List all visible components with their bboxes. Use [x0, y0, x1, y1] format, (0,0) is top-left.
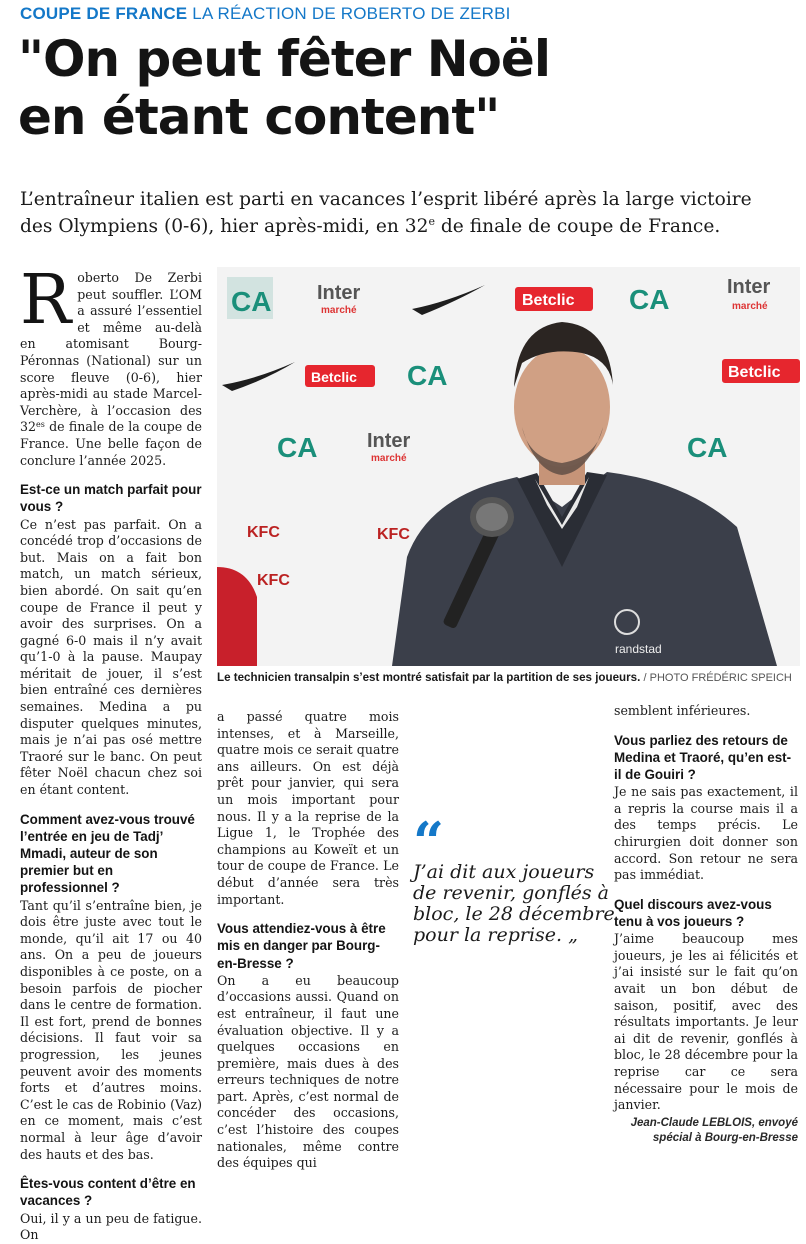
lede-line-2: des Olympiens (0-6), hier après-midi, en 32e de finale de coupe de France.	[20, 215, 721, 237]
svg-text:randstad: randstad	[615, 642, 662, 656]
svg-text:Betclic: Betclic	[728, 364, 781, 381]
question-4: Vous attendiez-vous à être mis en danger par Bourg-en-Bresse ?	[217, 921, 386, 971]
svg-text:marché: marché	[732, 301, 768, 312]
headline	[18, 30, 798, 146]
photo-credit: / PHOTO FRÉDÉRIC SPEICH	[643, 672, 792, 684]
svg-text:marché: marché	[321, 305, 357, 316]
question-6: Quel discours avez-vous tenu à vos joueurs ?	[614, 896, 772, 929]
svg-text:Inter: Inter	[367, 430, 411, 452]
intro-paragraph: Roberto De Zerbi peut souffler. L’OM a assuré l’essentiel et même au-delà en atomisant Bourg-Péronnas (National) sur un score fleuve (0-6), hier après-midi au stade Marcel-Verchère, à l’occasion des $32^{es}$ de finale de la coupe de France. Une belle façon de conclure l’année 2025.	[20, 261, 202, 468]
pull-quote	[413, 810, 615, 946]
rubric: COUPE DE FRANCE	[20, 4, 188, 23]
pull-quote-text: J’ai dit aux joueurs de revenir, gonflés à bloc, le 28 décembre pour la reprise. „	[413, 861, 615, 946]
lede-line-1: L’entraîneur italien est parti en vacances l’esprit libéré après la large victoire	[20, 189, 752, 210]
kicker	[20, 4, 511, 24]
article-column-2	[217, 709, 399, 1172]
answer-2: Tant qu’il s’entraîne bien, je dois être juste avec tout le monde, qu’il ait 17 ou 40 ans. On a peu de joueurs disponibles à ce poste, on a besoin parfois de piocher dans le centre de formation. Il est fort, prend de bonnes décisions. Il faut voir sa progression, les jeunes peuvent avoir des moments forts et d’autres moins. C’est le cas de Robinio (Vaz) en ce moment, mais c’est normal à leur âge d’avoir des hauts et des bas.	[20, 897, 202, 1162]
answer-1: Ce n’est pas parfait. On a concédé trop d’occasions de but. Mais on a fait bon match, un match sérieux, bien abordé. On sait qu’en coupe de France il peut y avoir des surprises. On a gagné 6-0 mais il n’y avait qu’1-0 à la pause. Maupay méritait de jouer, il s’est bien entraîné ces dernières semaines. Medina a pu disputer quelques minutes, mais je n’ai pas osé mettre Traoré sur le banc. On peut fêter Noël chacun chez soi en étant content.	[20, 516, 202, 798]
answer-4-end: semblent inférieures.	[614, 703, 751, 718]
svg-text:KFC: KFC	[377, 526, 410, 543]
question-2: Comment avez-vous trouvé l’entrée en jeu de Tadj’ Mmadi, auteur de son premier but en professionnel ?	[20, 811, 195, 896]
subject: LA RÉACTION DE ROBERTO DE ZERBI	[192, 4, 511, 23]
svg-text:CA: CA	[629, 284, 670, 315]
caption-text: Le technicien transalpin s’est montré satisfait par la partition de ses joueurs.	[217, 671, 641, 684]
question-3: Êtes-vous content d’être en vacances ?	[20, 1176, 196, 1209]
answer-5: Je ne sais pas exactement, il a repris la course mais il a des temps précis. Le chirurgien doit donner son accord. Son retour ne sera pas immédiat.	[614, 784, 798, 883]
press-conference-photo	[217, 267, 800, 666]
headline-line-2: en étant content"	[18, 88, 500, 146]
answer-4: On a eu beaucoup d’occasions aussi. Quand on est entraîneur, il faut une évaluation objective. Il y a quelques occasions en première, mais dues à des erreurs techniques de notre part. Après, c’est normal de concéder des occasions, c’est l’histoire des coupes nationales, même contre des équipes qui	[217, 972, 399, 1171]
answer-3-rest: a passé quatre mois intenses, et à Marseille, quatre mois ce serait quatre ans ailleurs. On est déjà prêt pour janvier, qui sera un mois important pour nous. Il y a la reprise de la Ligue 1, le Trophée des champions au Koweït et un tour de coupe de France. Le début d’année sera très important.	[217, 709, 399, 907]
svg-text:CA: CA	[277, 432, 318, 463]
svg-text:KFC: KFC	[247, 524, 280, 541]
opening-quote-icon: “	[413, 810, 445, 874]
lede	[20, 186, 800, 240]
svg-text:CA: CA	[231, 286, 272, 317]
svg-text:Inter: Inter	[727, 276, 771, 298]
credit-agricole-logo	[227, 277, 273, 319]
answer-6: J’aime beaucoup mes joueurs, je les ai félicités et j’ai insisté sur le fait qu’on avait un bon début de saison, positif, avec des résultats importants. Je leur ai dit de revenir, gonflés à bloc, le 28 décembre pour la reprise car ce sera nécessaire pour le mois de janvier.	[614, 931, 798, 1113]
svg-text:CA: CA	[407, 360, 448, 391]
headline-line-1: "On peut fêter Noël	[18, 30, 550, 88]
question-1: Est-ce un match parfait pour vous ?	[20, 482, 202, 515]
photo-caption	[217, 668, 800, 688]
svg-text:Betclic: Betclic	[522, 292, 575, 309]
svg-text:Inter: Inter	[317, 282, 361, 304]
article-column-3	[614, 703, 798, 1146]
article-column-1	[20, 261, 202, 1244]
dropcap: R	[20, 261, 72, 340]
answer-3-start: Oui, il y a un peu de fatigue. On	[20, 1210, 202, 1243]
svg-text:Betclic: Betclic	[311, 369, 357, 385]
byline: Jean-Claude LEBLOIS, envoyé spécial à Bourg-en-Bresse	[630, 1116, 798, 1144]
question-5: Vous parliez des retours de Medina et Traoré, qu’en est-il de Gouiri ?	[614, 732, 792, 782]
svg-text:CA: CA	[687, 432, 728, 463]
svg-text:KFC: KFC	[257, 572, 290, 589]
svg-text:marché: marché	[371, 453, 407, 464]
